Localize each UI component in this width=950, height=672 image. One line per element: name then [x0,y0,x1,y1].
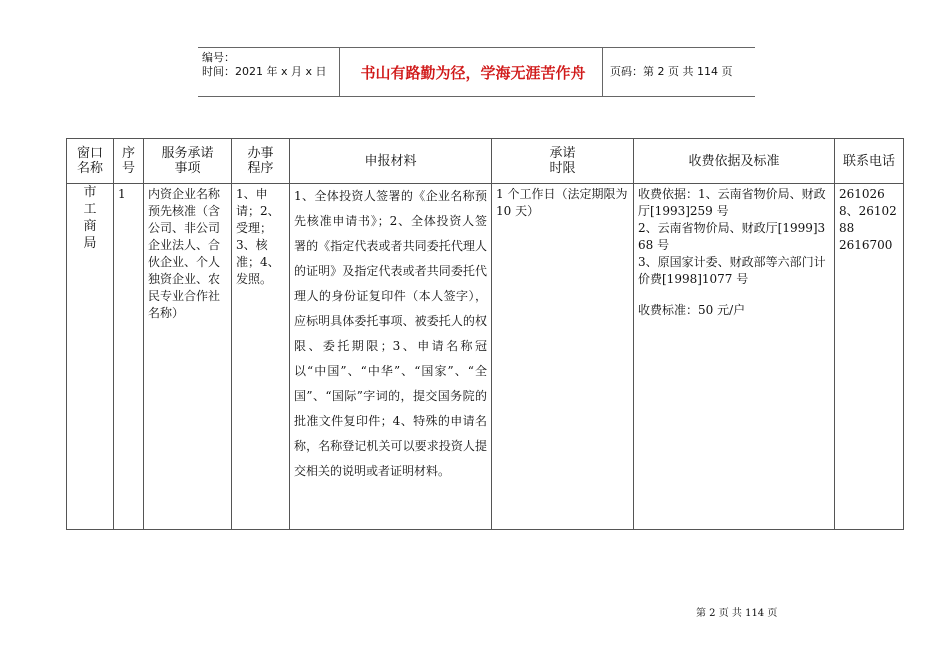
header-number-label: 编号： [202,51,235,64]
cell-materials [290,184,492,530]
col-header-materials: 申报材料 [290,139,492,184]
header-meta [202,51,327,79]
cell-window-name [67,184,114,530]
row-index: 1 [118,187,126,201]
cell-index [114,184,144,530]
col-header-procedure: 办事程序 [232,139,290,184]
header-divider [602,47,603,97]
required-materials: 1、全体投资人签署的《企业名称预先核准申请书》；2、全体投资人签署的《指定代表或者共同委托代理人的证明》及指定代表或者共同委托代理人的身份证复印件（本人签字），应标明具体委托事项、被委托人的权限、委托期限；3、申请名称冠以“中国”、“中华”、“国家”、“全国”、“国际”字词的，提交国务院的批准文件复印件；4、特殊的申请名称，名称登记机关可以要求投资人提交相关的说明或者证明材料。 [294,189,487,478]
header-page-info: 页码：第 2 页 共 114 页 [610,65,733,78]
col-header-window: 窗口名称 [67,139,114,184]
cell-fee [634,184,835,530]
header-date: 时间：2021 年 x 月 x 日 [202,65,327,78]
service-item: 内资企业名称预先核准（含公司、非公司企业法人、合伙企业、个人独资企业、农民专业合作社名称） [148,187,221,320]
col-header-time-limit: 承诺时限 [492,139,634,184]
service-table [66,138,904,530]
col-header-service: 服务承诺事项 [144,139,232,184]
table-row [67,184,904,530]
cell-service [144,184,232,530]
cell-phone [835,184,904,530]
page-footer: 第 2 页 共 114 页 [696,608,778,619]
contact-phone: 2610268、2610288 2616700 [839,187,897,252]
header-motto: 书山有路勤为径，学海无涯苦作舟 [360,64,586,82]
cell-time-limit [492,184,634,530]
cell-procedure [232,184,290,530]
col-header-fee: 收费依据及标准 [634,139,835,184]
table-header-row [67,139,904,184]
procedure-steps: 1、申请；2、受理；3、核准；4、发照。 [236,187,280,286]
window-name: 市工商局 [83,185,97,251]
time-limit: 1 个工作日（法定期限为 10 天） [496,187,628,218]
document-header [198,47,755,97]
col-header-index: 序号 [114,139,144,184]
fee-standard: 收费标准：50 元/户 [638,303,746,317]
header-divider [339,47,340,97]
fee-basis: 收费依据：1、云南省物价局、财政厅[1993]259 号 2、云南省物价局、财政厅[1999]368 号 3、原国家计委、财政部等六部门计价费[1998]1077 号 [638,187,826,286]
header-bottom-rule [198,96,755,97]
col-header-phone: 联系电话 [835,139,904,184]
header-top-rule [198,47,755,48]
